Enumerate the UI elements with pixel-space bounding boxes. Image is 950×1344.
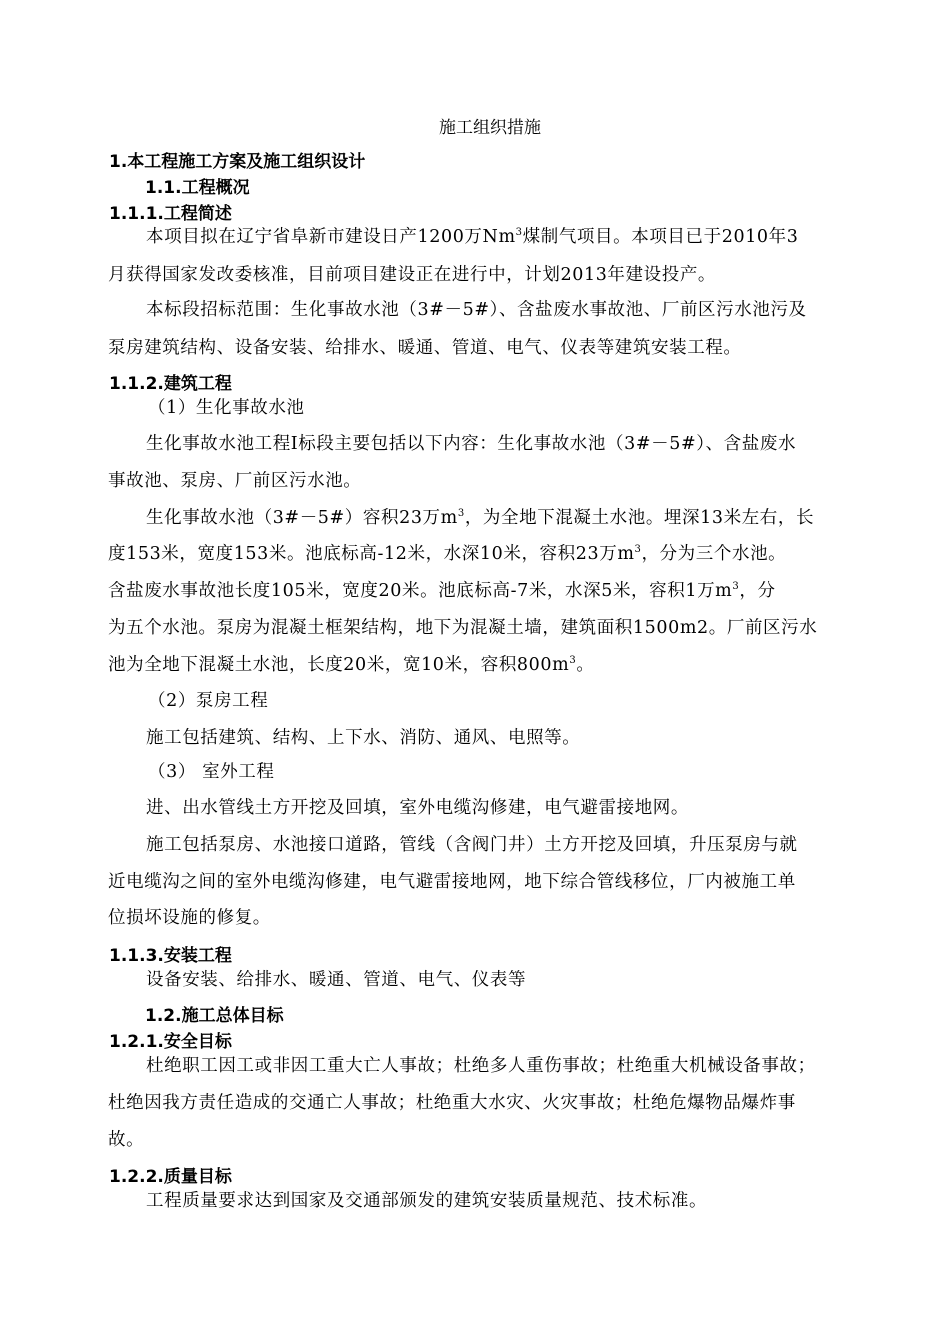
- paragraph-line: 生化事故水池工程Ⅰ标段主要包括以下内容：生化事故水池（3#－5#）、含盐废水: [146, 434, 797, 454]
- paragraph-line: 杜绝职工因工或非因工重大亡人事故；杜绝多人重伤事故；杜绝重大机械设备事故；: [146, 1056, 816, 1076]
- subheading-3: （3） 室外工程: [148, 762, 275, 782]
- heading-1-1-2: 1.1.2.建筑工程: [109, 374, 232, 394]
- heading-1-2: 1.2.施工总体目标: [145, 1006, 284, 1026]
- paragraph-line: 杜绝因我方责任造成的交通亡人事故；杜绝重大水灾、火灾事故；杜绝危爆物品爆炸事: [108, 1093, 796, 1113]
- paragraph-line: 进、出水管线土方开挖及回填，室外电缆沟修建，电气避雷接地网。: [146, 798, 689, 818]
- document-title: 施工组织措施: [439, 118, 541, 138]
- paragraph-line: 月获得国家发改委核准，目前项目建设正在进行中，计划2013年建设投产。: [108, 265, 717, 285]
- paragraph-line: 为五个水池。泵房为混凝土框架结构，地下为混凝土墙，建筑面积1500m2。厂前区污水: [108, 618, 818, 638]
- heading-1-1: 1.1.工程概况: [145, 178, 250, 198]
- paragraph-line: 施工包括建筑、结构、上下水、消防、通风、电照等。: [146, 728, 581, 748]
- heading-1-1-1: 1.1.1.工程简述: [109, 204, 232, 224]
- paragraph-line: 近电缆沟之间的室外电缆沟修建，电气避雷接地网，地下综合管线移位，厂内被施工单: [108, 872, 796, 892]
- paragraph-line: 池为全地下混凝土水池，长度20米，宽10米，容积$800m^3$。: [108, 655, 595, 675]
- heading-1-2-1: 1.2.1.安全目标: [109, 1032, 232, 1052]
- paragraph-line: 设备安装、给排水、暖通、管道、电气、仪表等: [146, 970, 527, 990]
- heading-1: 1.本工程施工方案及施工组织设计: [109, 152, 366, 172]
- heading-1-2-2: 1.2.2.质量目标: [109, 1167, 232, 1187]
- paragraph-line: 事故池、泵房、厂前区污水池。: [108, 471, 362, 491]
- paragraph-line: 生化事故水池（3#－5#）容积23万$m^3$，为全地下混凝土水池。埋深13米左右，长: [146, 508, 815, 528]
- paragraph-line: 泵房建筑结构、设备安装、给排水、暖通、管道、电气、仪表等建筑安装工程。: [108, 338, 742, 358]
- paragraph-line: 工程质量要求达到国家及交通部颁发的建筑安装质量规范、技术标准。: [146, 1191, 708, 1211]
- heading-1-1-3: 1.1.3.安装工程: [109, 946, 232, 966]
- paragraph-line: 本标段招标范围：生化事故水池（3#－5#）、含盐废水事故池、厂前区污水池污及: [146, 300, 807, 320]
- subheading-1: （1）生化事故水池: [148, 398, 305, 418]
- paragraph-line: 本项目拟在辽宁省阜新市建设日产1200万Nm$^3$煤制气项目。本项目已于2010年3: [146, 227, 799, 247]
- paragraph-line: 故。: [108, 1130, 145, 1150]
- paragraph-line: 度153米，宽度153米。池底标高-12米，水深10米，容积23万$m^3$，分为三个水池。: [108, 544, 787, 564]
- paragraph-line: 施工包括泵房、水池接口道路，管线（含阀门井）土方开挖及回填，升压泵房与就: [146, 835, 798, 855]
- paragraph-line: 含盐废水事故池长度105米，宽度20米。池底标高-7米，水深5米，容积1万$m^3$，分: [108, 581, 776, 601]
- paragraph-line: 位损坏设施的修复。: [108, 908, 271, 928]
- subheading-2: （2）泵房工程: [148, 691, 269, 711]
